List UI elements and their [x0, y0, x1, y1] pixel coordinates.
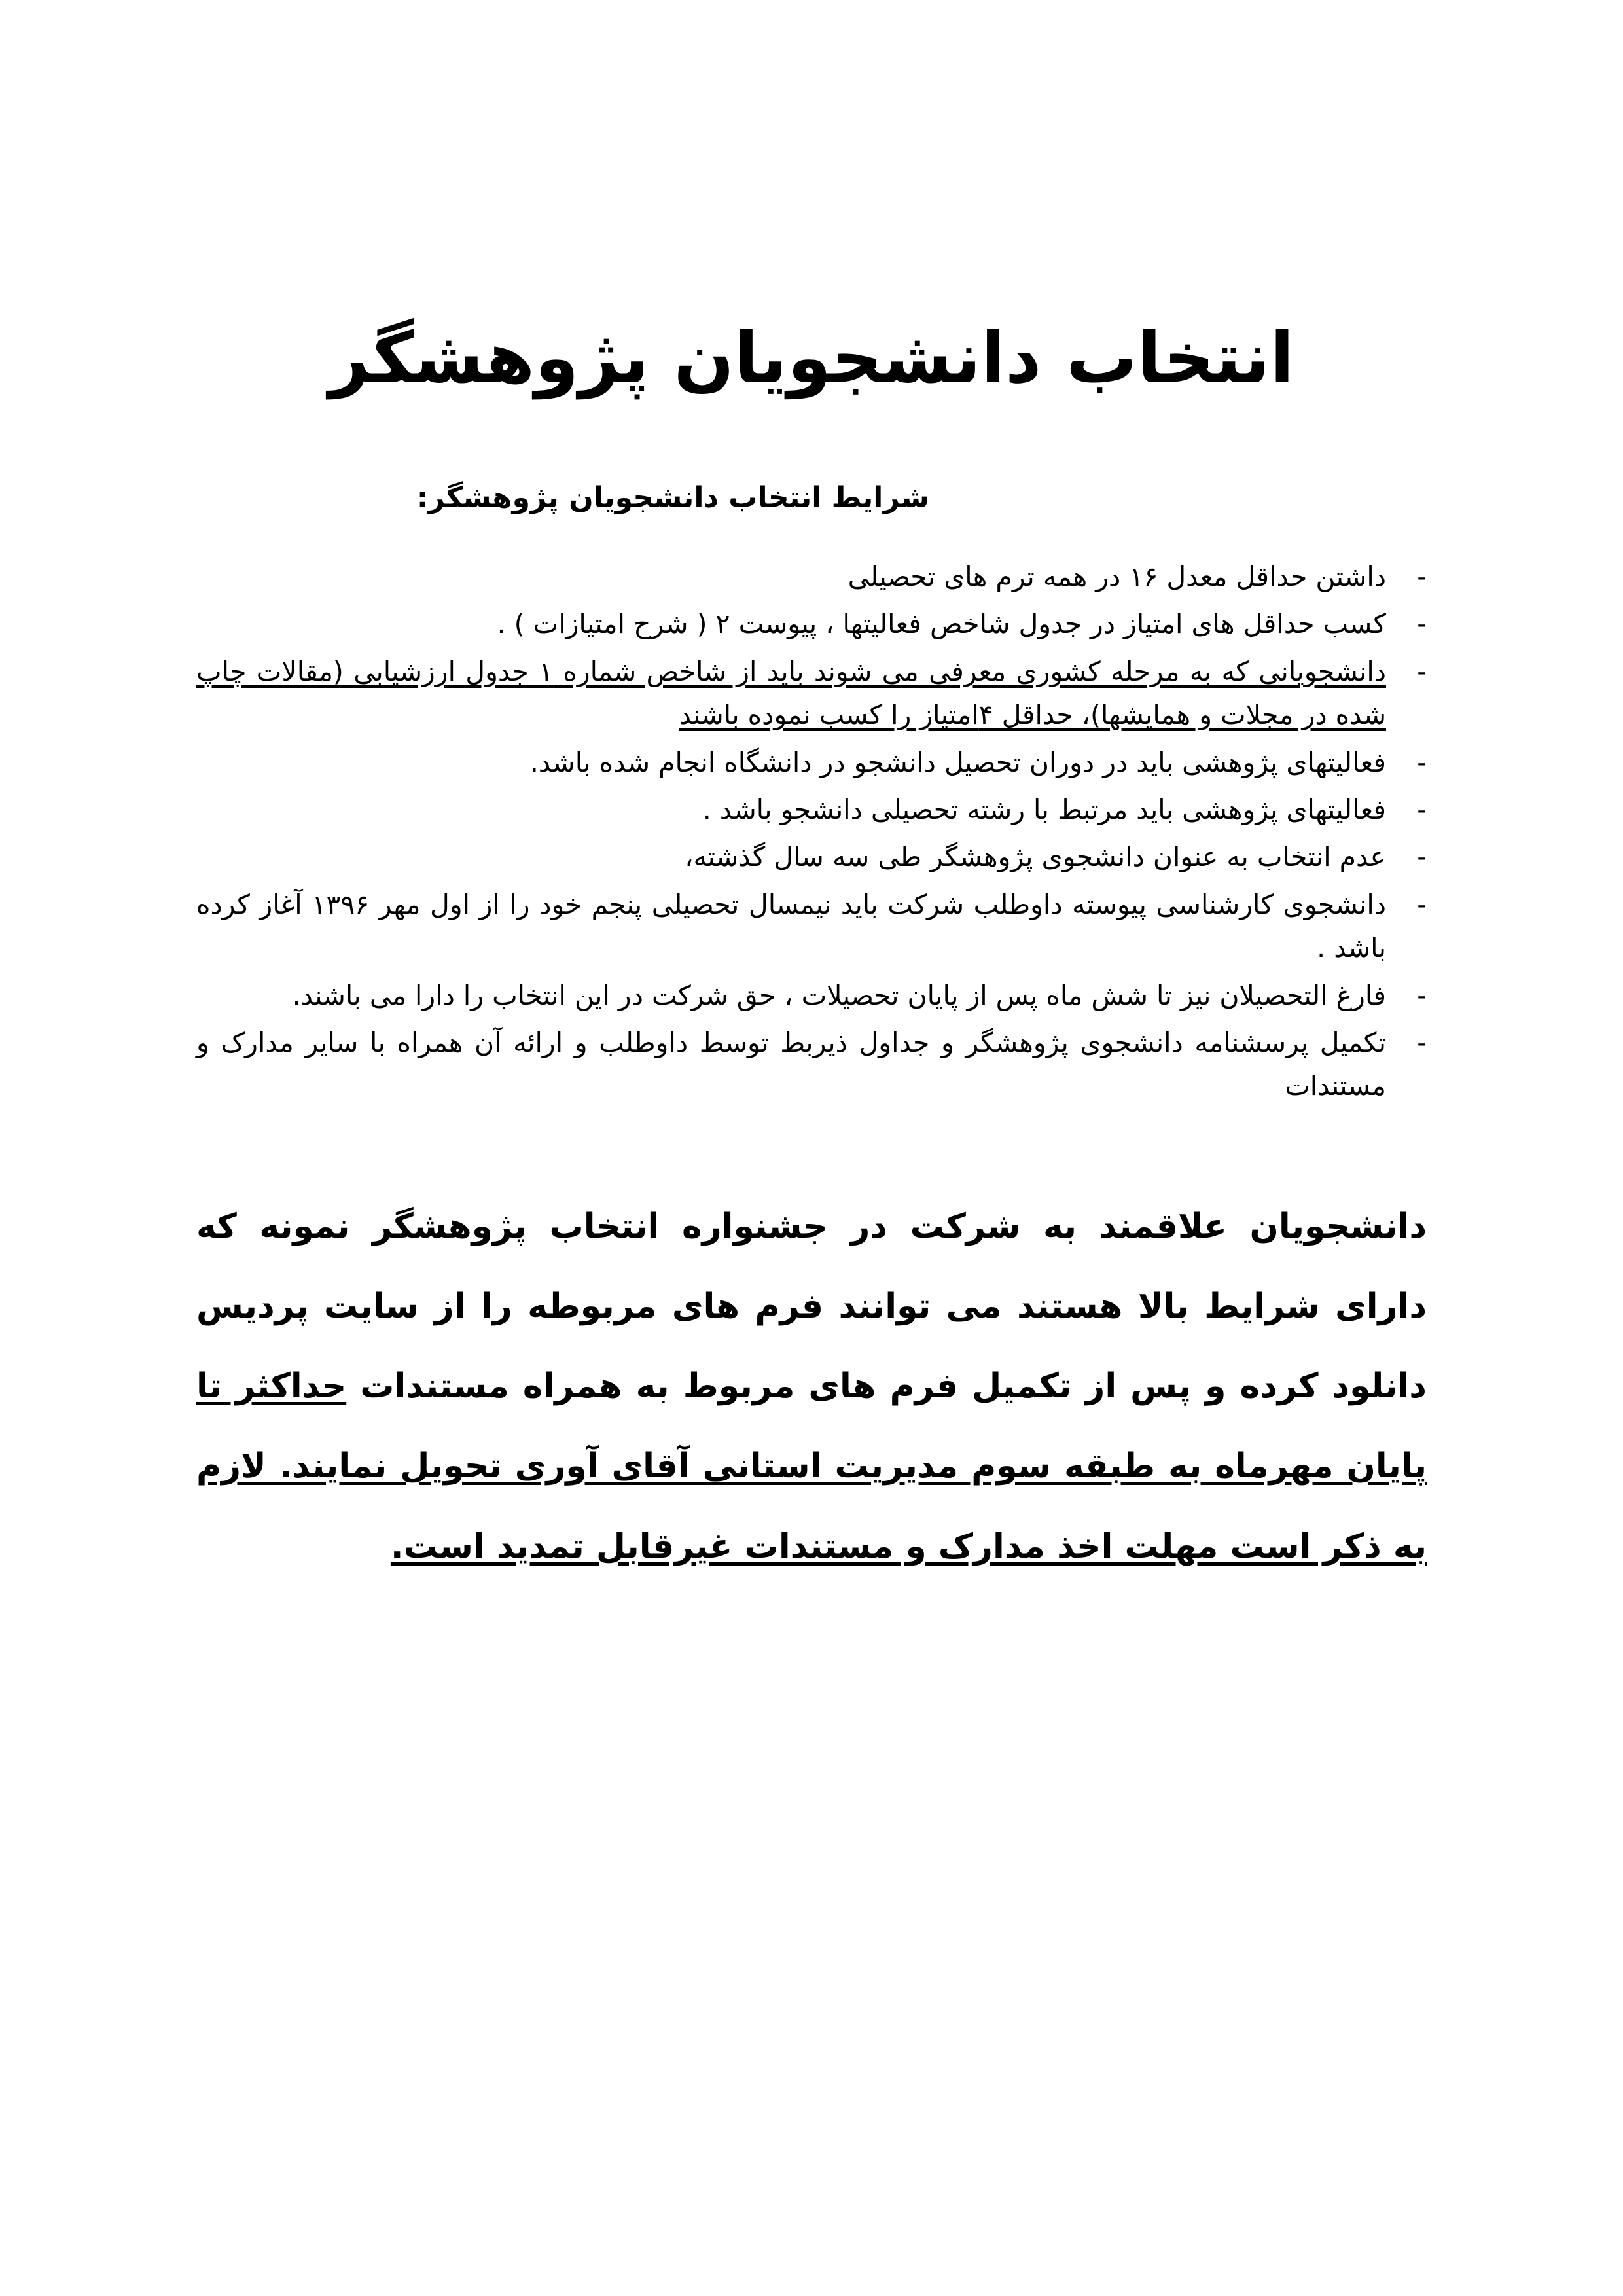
list-item [196, 974, 1427, 1017]
list-item [196, 1021, 1427, 1108]
list-item [196, 650, 1427, 737]
conditions-heading: شرایط انتخاب دانشجویان پژوهشگر: [416, 481, 929, 514]
list-item [196, 555, 1427, 598]
condition-text: کسب حداقل های امتیاز در جدول شاخص فعالیتها ، پیوست ۲ ( شرح امتیازات ) . [497, 608, 1386, 640]
closing-paragraph [196, 1187, 1427, 1587]
condition-text: فعالیتهای پژوهشی باید مرتبط با رشته تحصیلی دانشجو باشد . [702, 794, 1386, 826]
bullet-marker: - [1417, 888, 1427, 920]
list-item [196, 788, 1427, 831]
list-item [196, 741, 1427, 784]
bullet-marker: - [1417, 794, 1427, 826]
list-item [196, 835, 1427, 878]
list-item [196, 883, 1427, 970]
condition-text: دانشجویانی که به مرحله کشوری معرفی می شوند باید از شاخص شماره ۱ جدول ارزشیابی (مقالات چاپ شده در مجلات و همایشها)، حداقل ۴امتیاز را کسب نموده باشند [196, 655, 1387, 731]
condition-text: دانشجوی کارشناسی پیوسته داوطلب شرکت باید نیمسال تحصیلی پنجم خود را از اول مهر ۱۳۹۶ آغاز کرده باشد . [196, 888, 1386, 964]
condition-text: تکمیل پرسشنامه دانشجوی پژوهشگر و جداول ذیربط توسط داوطلب و ارائه آن همراه با سایر مدارک و مستندات [196, 1027, 1386, 1102]
condition-text: عدم انتخاب به عنوان دانشجوی پژوهشگر طی سه سال گذشته، [685, 841, 1386, 873]
list-item [196, 602, 1427, 645]
conditions-list [196, 555, 1427, 1108]
closing-text-part2: حداکثر تا پایان مهرماه به طبقه سوم مدیریت استانی آقای آوری تحویل نمایند. لازم به ذکر است مهلت اخذ مدارک و مستندات غیرقابل تمدید است. [196, 1367, 1427, 1566]
condition-text: داشتن حداقل معدل ۱۶ در همه ترم های تحصیلی [847, 561, 1386, 592]
bullet-marker: - [1417, 746, 1427, 778]
bullet-marker: - [1417, 608, 1427, 640]
page-title: انتخاب دانشجویان پژوهشگر [329, 317, 1294, 399]
bullet-marker: - [1417, 655, 1427, 687]
condition-text: فعالیتهای پژوهشی باید در دوران تحصیل دانشجو در دانشگاه انجام شده باشد. [529, 746, 1386, 778]
closing-text-part1: دانشجویان علاقمند به شرکت در جشنواره انتخاب پژوهشگر نمونه که دارای شرایط بالا هستند می توانند فرم های مربوطه را از سایت پردیس دانلود کرده و پس از تکمیل فرم های مربوط به همراه مستندات [196, 1206, 1427, 1407]
bullet-marker: - [1417, 1027, 1427, 1059]
bullet-marker: - [1417, 979, 1427, 1011]
condition-text: فارغ التحصیلان نیز تا شش ماه پس از پایان تحصیلات ، حق شرکت در این انتخاب را دارا می باشند. [292, 979, 1386, 1011]
bullet-marker: - [1417, 841, 1427, 873]
bullet-marker: - [1417, 561, 1427, 592]
